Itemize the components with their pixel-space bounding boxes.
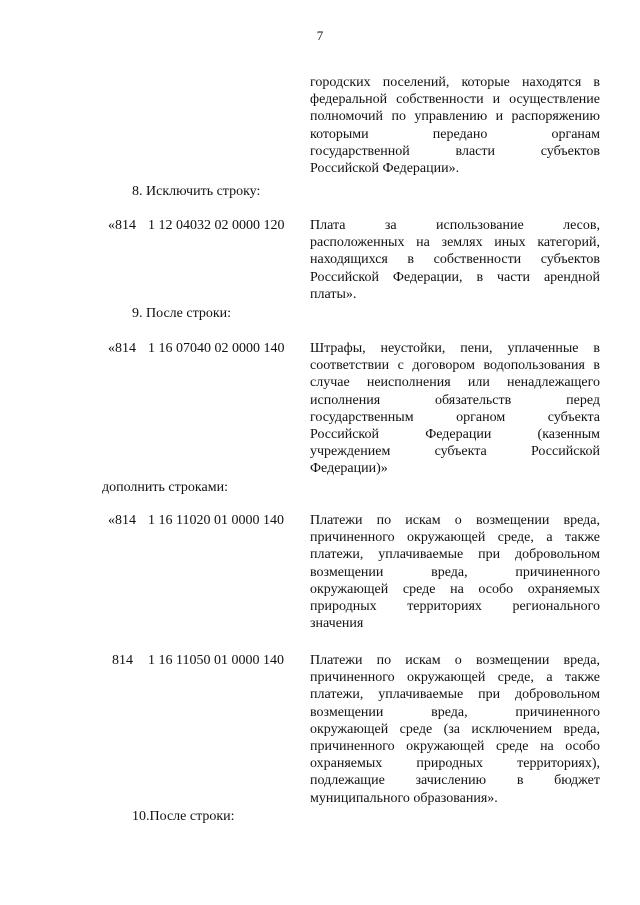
item-10-label: 10.После строки: bbox=[132, 809, 235, 824]
row-admin-code: «814 bbox=[108, 341, 136, 356]
supplement-label: дополнить строками: bbox=[102, 480, 228, 495]
text-line: причиненного окружающей среде, а также bbox=[310, 530, 600, 546]
text-line: Российской Федерации (казенным bbox=[310, 427, 600, 443]
item-9-label: 9. После строки: bbox=[132, 306, 232, 321]
text-line: Федерации)» bbox=[310, 461, 388, 477]
text-line: Плата за использование лесов, bbox=[310, 218, 600, 233]
row-kbk-code: 1 16 07040 02 0000 140 bbox=[148, 341, 285, 356]
text-line: государственной власти субъектов bbox=[310, 143, 600, 159]
text-line: расположенных на землях иных категорий, bbox=[310, 235, 600, 251]
text-line: муниципального образования». bbox=[310, 790, 498, 806]
text-line: охраняемых природных территориях), bbox=[310, 756, 600, 772]
item-8-label: 8. Исключить строку: bbox=[132, 184, 261, 199]
page-number: 7 bbox=[316, 28, 324, 43]
row-kbk-code: 1 12 04032 02 0000 120 bbox=[148, 218, 285, 233]
text-line: причиненного окружающей среде на особо bbox=[310, 739, 600, 755]
row-admin-code: «814 bbox=[108, 513, 136, 528]
text-line: платы». bbox=[310, 286, 357, 302]
text-line: возмещении вреда, причиненного bbox=[310, 564, 600, 580]
text-line: городских поселений, которые находятся в bbox=[310, 75, 600, 90]
text-line: находящихся в собственности субъектов bbox=[310, 252, 600, 268]
text-line: Штрафы, неустойки, пени, уплаченные в bbox=[310, 341, 600, 356]
row-admin-code: 814 bbox=[112, 653, 133, 668]
row-admin-code: «814 bbox=[108, 218, 136, 233]
text-line: значения bbox=[310, 616, 364, 632]
text-line: Платежи по искам о возмещении вреда, bbox=[310, 653, 600, 668]
text-line: платежи, уплачиваемые при добровольном bbox=[310, 687, 600, 703]
text-line: федеральной собственности и осуществление bbox=[310, 92, 600, 108]
row-description bbox=[310, 340, 600, 478]
text-line: подлежащие зачислению в бюджет bbox=[310, 773, 600, 789]
text-line: Российской Федерации, в части арендной bbox=[310, 269, 600, 285]
continuation-text bbox=[310, 74, 600, 177]
row-description bbox=[310, 217, 600, 303]
text-line: Российской Федерации». bbox=[310, 161, 460, 177]
text-line: окружающей среде (за исключением вреда, bbox=[310, 721, 600, 737]
text-line: учреждением субъекта Российской bbox=[310, 444, 600, 460]
text-line: Платежи по искам о возмещении вреда, bbox=[310, 513, 600, 528]
text-line: государственным органом субъекта bbox=[310, 409, 600, 425]
text-line: случае неисполнения или ненадлежащего bbox=[310, 375, 600, 391]
text-line: причиненного окружающей среде, а также bbox=[310, 670, 600, 686]
row-kbk-code: 1 16 11050 01 0000 140 bbox=[148, 653, 284, 668]
text-line: которыми передано органам bbox=[310, 126, 600, 142]
text-line: окружающей среде на особо охраняемых bbox=[310, 581, 600, 597]
text-line: полномочий по управлению и распоряжению bbox=[310, 109, 600, 125]
text-line: возмещении вреда, причиненного bbox=[310, 704, 600, 720]
row-description bbox=[310, 652, 600, 807]
text-line: природных территориях регионального bbox=[310, 599, 600, 615]
row-kbk-code: 1 16 11020 01 0000 140 bbox=[148, 513, 284, 528]
row-description bbox=[310, 512, 600, 632]
text-line: исполнения обязательств перед bbox=[310, 392, 600, 408]
text-line: соответствии с договором водопользования в bbox=[310, 358, 600, 374]
text-line: платежи, уплачиваемые при добровольном bbox=[310, 547, 600, 563]
